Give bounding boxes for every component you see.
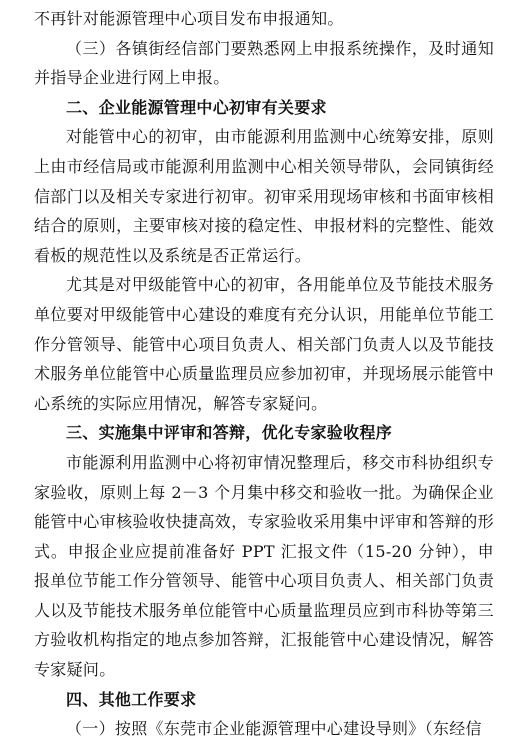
section-heading-centralized-review: 三、实施集中评审和答辩，优化专家验收程序 [66,423,393,443]
paragraph-continuation: 不再针对能源管理中心项目发布申报通知。 [34,9,344,28]
paragraph-guideline-reference: （一）按照《东莞市企业能源管理中心建设导则》（东经信 [66,719,482,739]
paragraph-online-declaration: （三）各镇街经信部门要熟悉网上申报系统操作，及时通知并指导企业进行网上申报。 [34,38,494,88]
section-heading-other-requirements: 四、其他工作要求 [66,689,197,709]
paragraph-preliminary-review: 对能管中心的初审，由市能源利用监测中心统筹安排，原则上由市经信局或市能源利用监测中心相关领导带队，会同镇街经信部门以及相关专家进行初审。初审采用现场审核和书面审核相结合的原则，主要审核对接的稳定性、申报材料的完整性、能效看板的规范性以及系统是否正常运行。 [34,127,494,265]
paragraph-expert-acceptance: 市能源利用监测中心将初审情况整理后，移交市科协组织专家验收，原则上每 2－3 个月集中移交和验收一批。为确保企业能管中心审核验收快捷高效，专家验收采用集中评审和答辩的形式。申报企业应提前准备好 PPT 汇报文件（15-20 分钟），申报单位节能工作分管领导、能管中心项目负责人、相关部门负责人以及节能技术服务单位能管中心质量监理员应到市科协等第三方验收机构指定的地点参加答辩，汇报能管中心建设情况，解答专家疑问。 [34,452,494,680]
paragraph-grade-a-review: 尤其是对甲级能管中心的初审，各用能单位及节能技术服务单位要对甲级能管中心建设的难度有充分认识，用能单位节能工作分管领导、能管中心项目负责人、相关部门负责人以及节能技术服务单位能管中心质量监理员应参加初审，并现场展示能管中心系统的实际应用情况，解答专家疑问。 [34,275,494,413]
section-heading-preliminary-review: 二、企业能源管理中心初审有关要求 [66,97,327,117]
